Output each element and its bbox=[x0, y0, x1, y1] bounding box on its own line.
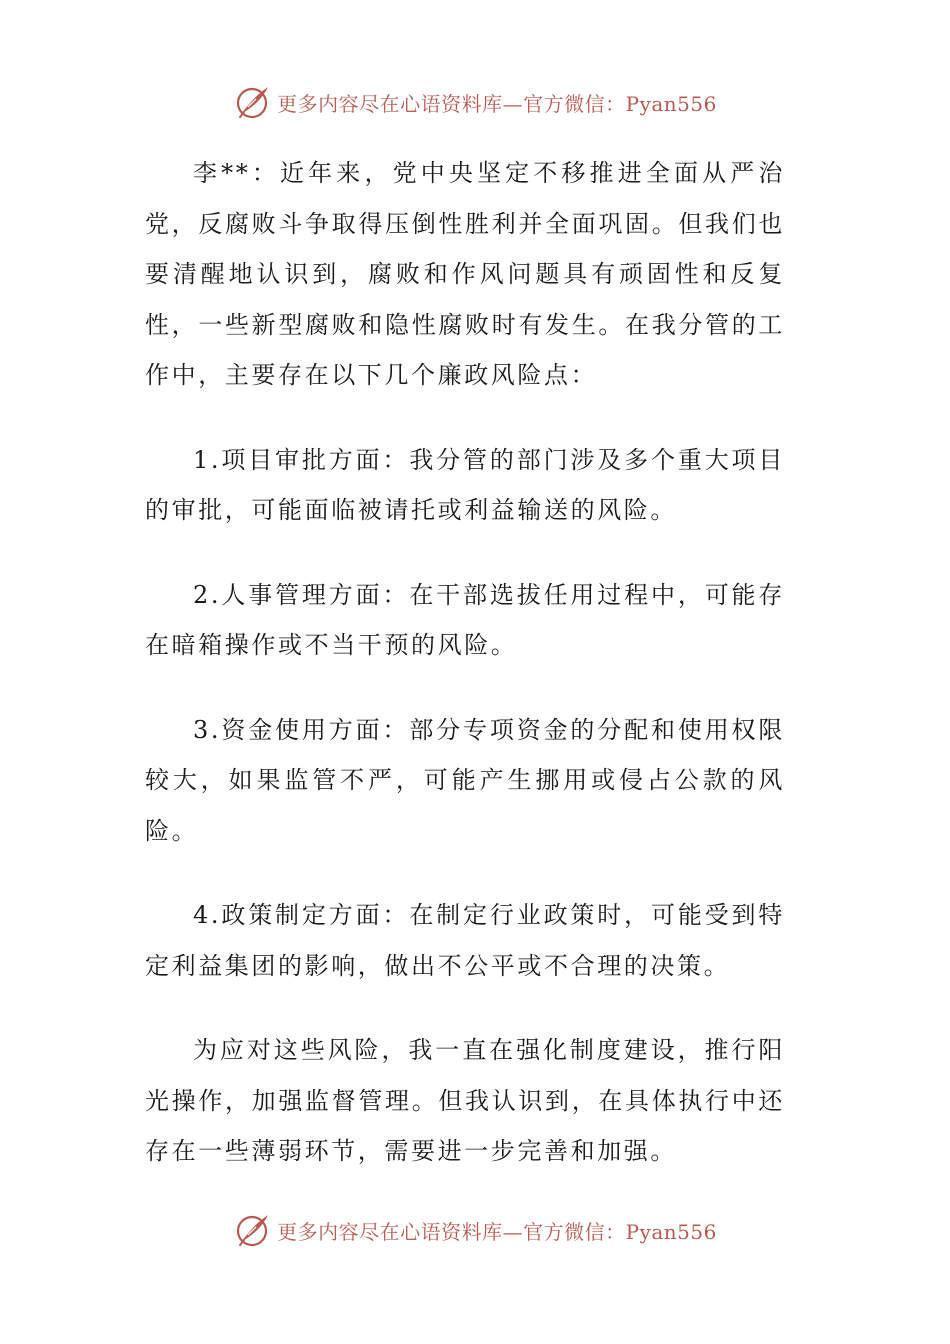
quill-pen-logo-icon bbox=[233, 82, 273, 122]
paragraph-point-4: 4.政策制定方面：在制定行业政策时，可能受到特定利益集团的影响，做出不公平或不合理的决策。 bbox=[145, 901, 785, 980]
paragraph-point-1: 1.项目审批方面：我分管的部门涉及多个重大项目的审批，可能面临被请托或利益输送的风险。 bbox=[145, 445, 785, 524]
paragraph-point-2: 2.人事管理方面：在干部选拔任用过程中，可能存在暗箱操作或不当干预的风险。 bbox=[145, 580, 785, 659]
quill-pen-logo-icon bbox=[233, 1210, 273, 1250]
header-banner bbox=[0, 80, 950, 124]
paragraph-conclusion: 为应对这些风险，我一直在强化制度建设，推行阳光操作，加强监督管理。但我认识到，在具体执行中还存在一些薄弱环节，需要进一步完善和加强。 bbox=[145, 1036, 785, 1165]
header-banner-text: 更多内容尽在心语资料库—官方微信：Pyan556 bbox=[277, 91, 717, 116]
footer-banner-text: 更多内容尽在心语资料库—官方微信：Pyan556 bbox=[277, 1219, 717, 1244]
paragraph-point-3: 3.资金使用方面：部分专项资金的分配和使用权限较大，如果监管不严，可能产生挪用或侵占公款的风险。 bbox=[145, 715, 785, 845]
paragraph-intro: 李**：近年来，党中央坚定不移推进全面从严治党，反腐败斗争取得压倒性胜利并全面巩固。但我们也要清醒地认识到，腐败和作风问题具有顽固性和反复性，一些新型腐败和隐性腐败时有发生。在我分管的工作中，主要存在以下几个廉政风险点： bbox=[145, 159, 785, 389]
footer-banner bbox=[0, 1208, 950, 1252]
document-body bbox=[145, 148, 785, 1177]
